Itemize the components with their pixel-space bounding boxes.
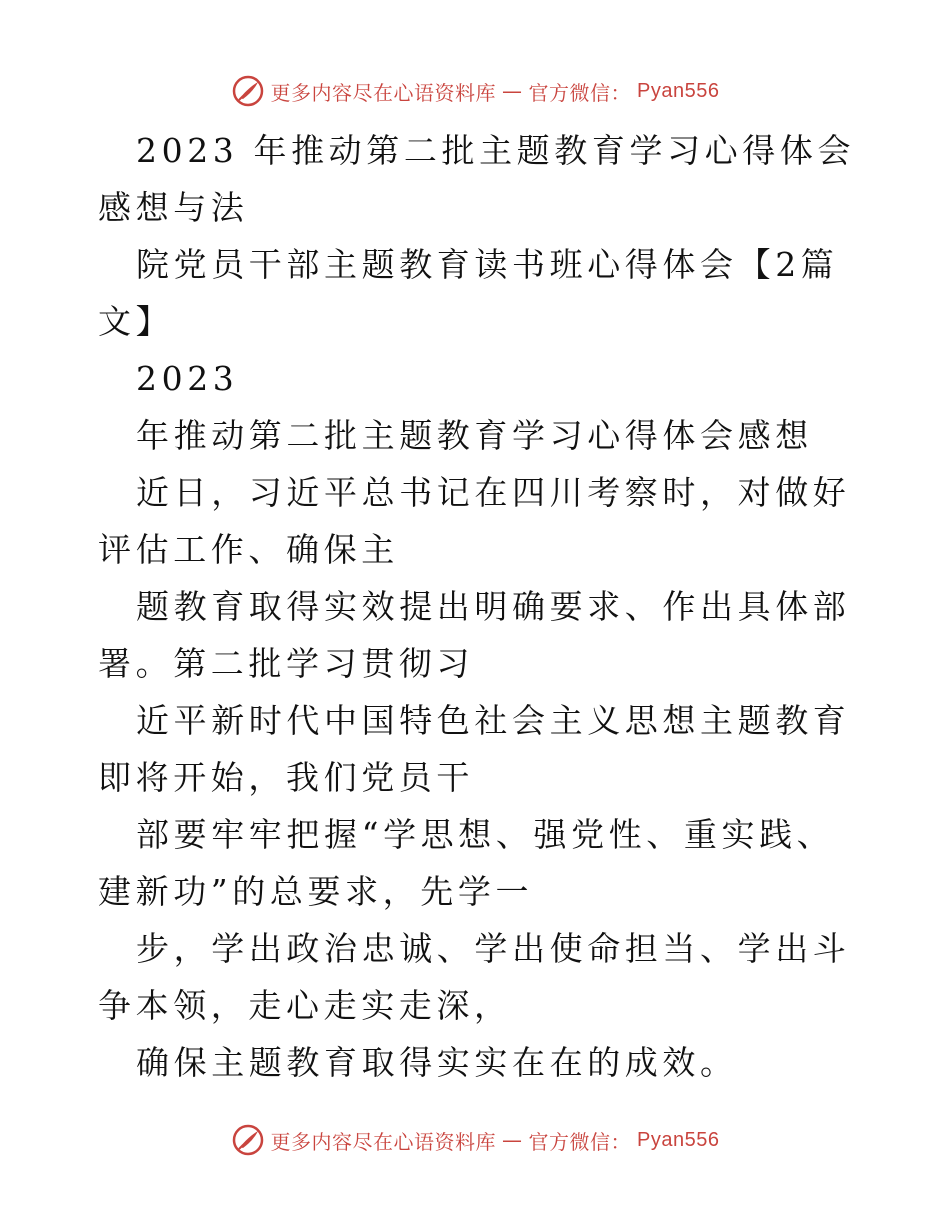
- quill-logo-icon: [231, 74, 265, 108]
- footer-watermark: [0, 1123, 950, 1157]
- header-watermark: [0, 74, 950, 108]
- watermark-text: 更多内容尽在心语资料库: [270, 80, 497, 105]
- wechat-id: Pyan556: [637, 79, 720, 102]
- paragraph: 步，学出政治忠诚、学出使命担当、学出斗争本领，走心走实走深，: [98, 929, 851, 1025]
- wechat-id: Pyan556: [637, 1128, 720, 1151]
- watermark-separator: —: [502, 1128, 523, 1152]
- paragraph: 部要牢牢把握“学思想、强党性、重实践、建新功”的总要求，先学一: [98, 815, 835, 911]
- paragraph: 年推动第二批主题教育学习心得体会感想: [136, 416, 813, 455]
- document-body: [98, 122, 858, 1091]
- paragraph: 近日，习近平总书记在四川考察时，对做好评估工作、确保主: [98, 473, 851, 569]
- wechat-label: 官方微信：: [528, 80, 632, 105]
- watermark-text: 更多内容尽在心语资料库: [270, 1129, 497, 1154]
- paragraph: 2023: [136, 359, 239, 398]
- paragraph: 2023 年推动第二批主题教育学习心得体会感想与法: [98, 131, 856, 227]
- paragraph: 确保主题教育取得实实在在的成效。: [136, 1043, 738, 1082]
- quill-logo-icon: [231, 1123, 265, 1157]
- paragraph: 院党员干部主题教育读书班心得体会【2篇文】: [98, 245, 839, 341]
- wechat-label: 官方微信：: [528, 1129, 632, 1154]
- paragraph: 近平新时代中国特色社会主义思想主题教育即将开始，我们党员干: [98, 701, 851, 797]
- watermark-separator: —: [502, 79, 523, 103]
- paragraph: 题教育取得实效提出明确要求、作出具体部署。第二批学习贯彻习: [98, 587, 851, 683]
